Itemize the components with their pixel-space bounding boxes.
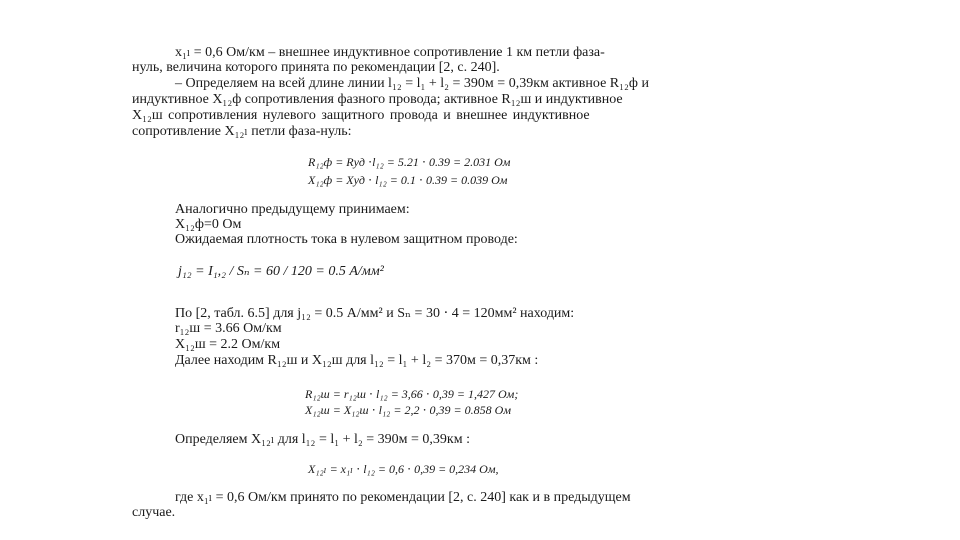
formula: j₁₂ = I₁,₂ / Sₙ = 60 / 120 = 0.5 А/мм²	[178, 264, 384, 279]
text-line: X₁₂ф=0 Ом	[175, 217, 242, 232]
text-line: – Определяем на всей длине линии l₁₂ = l₁ + l₂ = 390м = 0,39км активное R₁₂ф и	[175, 76, 649, 91]
formula: X₁₂ш = X₁₂ш ⋅ l₁₂ = 2,2 ⋅ 0,39 = 0.858 Ом	[305, 403, 511, 417]
text-line: сопротивление X₁₂ₗ петли фаза-нуль:	[132, 124, 352, 139]
formula: X₁₂ф = Xуд ⋅ l₁₂ = 0.1 ⋅ 0.39 = 0.039 Ом	[308, 173, 508, 187]
text-line: x₁ₗ = 0,6 Ом/км – внешнее индуктивное сопротивление 1 км петли фаза-	[175, 45, 605, 60]
text-line: Ожидаемая плотность тока в нулевом защитном проводе:	[175, 232, 518, 247]
formula: R₁₂ш = r₁₂ш ⋅ l₁₂ = 3,66 ⋅ 0,39 = 1,427 Ом;	[305, 387, 519, 401]
formula: R₁₂ф = Rуд ⋅l₁₂ = 5.21 ⋅ 0.39 = 2.031 Ом	[308, 155, 511, 169]
text-line: Аналогично предыдущему принимаем:	[175, 202, 410, 217]
text-line: нуль, величина которого принята по рекомендации [2, с. 240].	[132, 60, 500, 75]
text-line: r₁₂ш = 3.66 Ом/км	[175, 321, 282, 336]
text-line: случае.	[132, 505, 176, 520]
formula: X₁₂ₗ = x₁ₗ ⋅ l₁₂ = 0,6 ⋅ 0,39 = 0,234 Ом,	[308, 462, 499, 476]
text-line: По [2, табл. 6.5] для j₁₂ = 0.5 А/мм² и Sₙ = 30 ⋅ 4 = 120мм² находим:	[175, 306, 575, 321]
text-line: X₁₂ш = 2.2 Ом/км	[175, 337, 281, 352]
text-line: Далее находим R₁₂ш и X₁₂ш для l₁₂ = l₁ + l₂ = 370м = 0,37км :	[175, 353, 539, 368]
text-line: Определяем X₁₂ₗ для l₁₂ = l₁ + l₂ = 390м = 0,39км :	[175, 432, 470, 447]
text-line: где x₁ₗ = 0,6 Ом/км принято по рекомендации [2, с. 240] как и в предыдущем	[175, 490, 631, 505]
text-line: индуктивное X₁₂ф сопротивления фазного провода; активное R₁₂ш и индуктивное	[132, 92, 623, 107]
text-line: X₁₂ш сопротивления нулевого защитного провода и внешнее индуктивное	[132, 108, 590, 123]
